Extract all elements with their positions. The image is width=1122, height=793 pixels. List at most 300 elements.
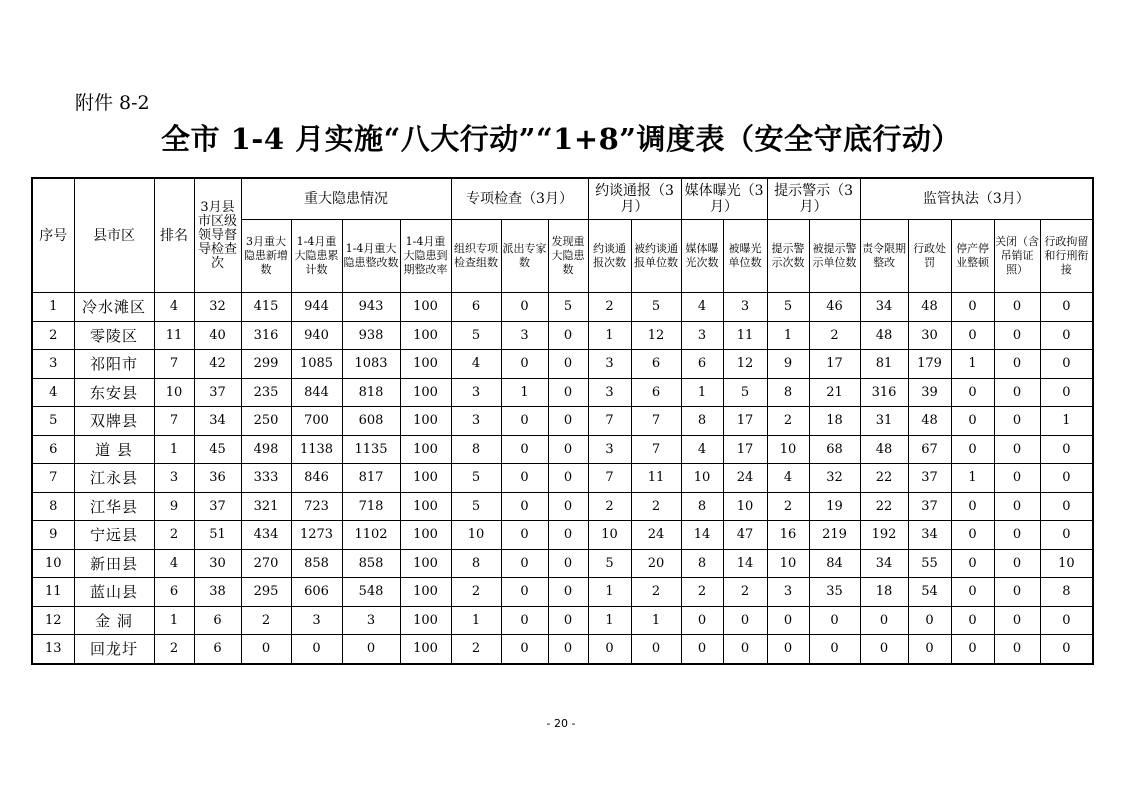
table-cell-wunits: 21 [809,378,860,407]
table-cell-seq: 8 [32,492,74,521]
table-cell-detain: 0 [1040,350,1093,379]
table-cell-groups: 5 [451,492,501,521]
table-cell-cum: 1273 [291,521,342,550]
table-cell-close: 0 [994,293,1040,322]
table-cell-cum: 1085 [291,350,342,379]
table-cell-munits: 0 [723,635,767,664]
county-name-cell: 新田县 [74,549,154,578]
header-media: 媒体曝光（3月） [681,178,767,220]
table-cell-rate: 100 [400,549,451,578]
table-cell-seq: 1 [32,293,74,322]
header-experts: 派出专家数 [501,220,548,293]
table-cell-cum: 846 [291,464,342,493]
table-cell-itimes: 10 [588,521,631,550]
table-cell-wunits: 18 [809,407,860,436]
table-cell-close: 0 [994,464,1040,493]
county-name-cell: 宁远县 [74,521,154,550]
table-cell-experts: 0 [501,549,548,578]
table-cell-mtimes: 10 [681,464,723,493]
table-cell-susp: 0 [951,407,994,436]
table-cell-rank: 11 [154,321,194,350]
table-cell-experts: 3 [501,321,548,350]
table-cell-penalty: 48 [908,293,951,322]
header-rank: 排名 [154,178,194,293]
document-title: 全市 1-4 月实施“八大行动”“1+8”调度表（安全守底行动） [161,122,961,156]
header-special-groups: 组织专项检查组数 [451,220,501,293]
table-cell-itimes: 7 [588,464,631,493]
table-cell-rank: 1 [154,606,194,635]
header-penalty: 行政处罚 [908,220,951,293]
table-cell-rate: 100 [400,378,451,407]
header-rectified: 1-4月重大隐患整改数 [342,220,400,293]
table-cell-susp: 0 [951,293,994,322]
table-cell-munits: 47 [723,521,767,550]
table-cell-groups: 8 [451,435,501,464]
table-cell-susp: 0 [951,578,994,607]
table-cell-wunits: 84 [809,549,860,578]
table-cell-wunits: 68 [809,435,860,464]
table-cell-mtimes: 4 [681,293,723,322]
table-cell-leader: 37 [194,492,241,521]
table-cell-found: 0 [548,578,588,607]
table-cell-order: 22 [860,464,908,493]
table-cell-mtimes: 8 [681,492,723,521]
table-cell-munits: 3 [723,293,767,322]
table-cell-rank: 4 [154,549,194,578]
table-cell-mtimes: 1 [681,378,723,407]
table-cell-leader: 38 [194,578,241,607]
table-cell-cum: 858 [291,549,342,578]
table-cell-seq: 2 [32,321,74,350]
table-cell-mtimes: 14 [681,521,723,550]
table-cell-leader: 30 [194,549,241,578]
table-cell-order: 316 [860,378,908,407]
table-cell-susp: 0 [951,521,994,550]
header-cumulative: 1-4月重大隐患累计数 [291,220,342,293]
table-cell-munits: 17 [723,407,767,436]
table-cell-wtimes: 1 [767,321,809,350]
table-cell-susp: 0 [951,435,994,464]
table-row [32,492,1093,521]
table-cell-susp: 1 [951,350,994,379]
table-cell-rank: 1 [154,435,194,464]
table-cell-wtimes: 10 [767,549,809,578]
table-cell-groups: 4 [451,350,501,379]
table-cell-rank: 6 [154,578,194,607]
table-cell-wunits: 17 [809,350,860,379]
header-interview: 约谈通报（3月） [588,178,681,220]
header-new-march: 3月重大隐患新增数 [241,220,291,293]
table-cell-leader: 34 [194,407,241,436]
header-seq: 序号 [32,178,74,293]
table-cell-rate: 100 [400,606,451,635]
table-cell-rank: 7 [154,350,194,379]
table-cell-new: 235 [241,378,291,407]
table-cell-leader: 40 [194,321,241,350]
table-cell-iunits: 7 [631,407,681,436]
table-cell-susp: 0 [951,549,994,578]
table-cell-cum: 700 [291,407,342,436]
table-cell-rect: 0 [342,635,400,664]
table-cell-wtimes: 10 [767,435,809,464]
table-cell-experts: 0 [501,293,548,322]
table-cell-itimes: 7 [588,407,631,436]
table-cell-order: 48 [860,321,908,350]
table-row [32,378,1093,407]
table-cell-found: 0 [548,635,588,664]
table-cell-susp: 1 [951,464,994,493]
table-cell-detain: 0 [1040,321,1093,350]
table-cell-found: 0 [548,378,588,407]
table-cell-order: 34 [860,293,908,322]
table-cell-detain: 8 [1040,578,1093,607]
table-cell-iunits: 7 [631,435,681,464]
table-cell-order: 0 [860,635,908,664]
table-cell-close: 0 [994,521,1040,550]
table-cell-munits: 0 [723,606,767,635]
table-cell-found: 0 [548,407,588,436]
table-cell-penalty: 0 [908,606,951,635]
table-cell-experts: 0 [501,407,548,436]
table-cell-new: 434 [241,521,291,550]
table-cell-leader: 32 [194,293,241,322]
table-cell-experts: 1 [501,378,548,407]
table-cell-wunits: 19 [809,492,860,521]
table-cell-iunits: 2 [631,578,681,607]
table-cell-close: 0 [994,492,1040,521]
table-cell-munits: 14 [723,549,767,578]
table-cell-order: 81 [860,350,908,379]
table-cell-new: 415 [241,293,291,322]
table-cell-itimes: 0 [588,635,631,664]
county-name-cell: 双牌县 [74,407,154,436]
county-name-cell: 江永县 [74,464,154,493]
table-cell-itimes: 1 [588,606,631,635]
table-cell-munits: 5 [723,378,767,407]
table-cell-seq: 3 [32,350,74,379]
table-cell-rect: 608 [342,407,400,436]
table-cell-rank: 4 [154,293,194,322]
table-cell-detain: 10 [1040,549,1093,578]
table-cell-rect: 3 [342,606,400,635]
header-warning: 提示警示（3月） [767,178,860,220]
table-row [32,350,1093,379]
table-cell-detain: 0 [1040,521,1093,550]
table-cell-leader: 37 [194,378,241,407]
table-cell-seq: 9 [32,521,74,550]
table-cell-detain: 0 [1040,435,1093,464]
table-cell-wtimes: 2 [767,492,809,521]
table-cell-iunits: 11 [631,464,681,493]
table-cell-leader: 6 [194,635,241,664]
table-cell-wtimes: 0 [767,635,809,664]
table-cell-itimes: 5 [588,549,631,578]
table-cell-cum: 944 [291,293,342,322]
table-cell-penalty: 54 [908,578,951,607]
table-cell-close: 0 [994,549,1040,578]
table-cell-new: 333 [241,464,291,493]
table-cell-found: 0 [548,464,588,493]
table-cell-experts: 0 [501,521,548,550]
table-cell-found: 0 [548,321,588,350]
table-cell-cum: 940 [291,321,342,350]
table-row [32,606,1093,635]
table-cell-wunits: 0 [809,635,860,664]
county-name-cell: 蓝山县 [74,578,154,607]
table-cell-new: 250 [241,407,291,436]
header-found-major: 发现重大隐患数 [548,220,588,293]
table-cell-new: 295 [241,578,291,607]
table-cell-susp: 0 [951,321,994,350]
county-name-cell: 祁阳市 [74,350,154,379]
table-cell-leader: 45 [194,435,241,464]
table-cell-rank: 3 [154,464,194,493]
table-cell-found: 0 [548,521,588,550]
table-cell-wunits: 32 [809,464,860,493]
table-cell-seq: 11 [32,578,74,607]
table-cell-close: 0 [994,407,1040,436]
header-due-rate: 1-4月重大隐患到期整改率 [400,220,451,293]
table-cell-iunits: 1 [631,606,681,635]
table-cell-iunits: 6 [631,378,681,407]
table-cell-groups: 5 [451,321,501,350]
table-cell-groups: 2 [451,578,501,607]
table-cell-close: 0 [994,378,1040,407]
table-cell-penalty: 0 [908,635,951,664]
table-cell-wtimes: 8 [767,378,809,407]
table-cell-wtimes: 16 [767,521,809,550]
table-cell-iunits: 5 [631,293,681,322]
table-cell-seq: 12 [32,606,74,635]
table-cell-penalty: 30 [908,321,951,350]
table-row [32,464,1093,493]
table-cell-iunits: 2 [631,492,681,521]
header-closure: 关闭（含吊销证照） [994,220,1040,293]
table-cell-new: 498 [241,435,291,464]
table-cell-iunits: 24 [631,521,681,550]
header-interviewed-units: 被约谈通报单位数 [631,220,681,293]
table-cell-groups: 8 [451,549,501,578]
table-cell-cum: 0 [291,635,342,664]
table-cell-wunits: 35 [809,578,860,607]
table-row [32,435,1093,464]
table-cell-itimes: 3 [588,350,631,379]
table-cell-itimes: 3 [588,378,631,407]
table-cell-detain: 0 [1040,492,1093,521]
table-cell-seq: 6 [32,435,74,464]
table-cell-rate: 100 [400,492,451,521]
table-cell-rate: 100 [400,635,451,664]
table-cell-cum: 606 [291,578,342,607]
header-warning-times: 提示警示次数 [767,220,809,293]
table-cell-order: 18 [860,578,908,607]
table-cell-close: 0 [994,606,1040,635]
table-cell-penalty: 55 [908,549,951,578]
table-cell-rank: 9 [154,492,194,521]
page-number: - 20 - [546,717,576,730]
table-cell-experts: 0 [501,606,548,635]
table-body [32,293,1093,664]
table-cell-munits: 17 [723,435,767,464]
table-cell-detain: 0 [1040,293,1093,322]
table-cell-found: 0 [548,492,588,521]
table-cell-found: 0 [548,549,588,578]
county-name-cell: 冷水滩区 [74,293,154,322]
table-cell-wtimes: 9 [767,350,809,379]
table-cell-leader: 51 [194,521,241,550]
table-cell-order: 0 [860,606,908,635]
table-cell-new: 2 [241,606,291,635]
table-cell-wtimes: 2 [767,407,809,436]
table-cell-rank: 2 [154,635,194,664]
table-cell-munits: 2 [723,578,767,607]
table-cell-order: 31 [860,407,908,436]
table-cell-experts: 0 [501,350,548,379]
table-cell-wtimes: 5 [767,293,809,322]
table-cell-wunits: 46 [809,293,860,322]
table-cell-seq: 10 [32,549,74,578]
header-warned-units: 被提示警示单位数 [809,220,860,293]
schedule-table [31,177,1094,665]
table-row [32,321,1093,350]
table-cell-groups: 5 [451,464,501,493]
table-cell-penalty: 39 [908,378,951,407]
table-cell-wtimes: 4 [767,464,809,493]
table-cell-mtimes: 0 [681,635,723,664]
table-cell-rate: 100 [400,464,451,493]
table-cell-rect: 1083 [342,350,400,379]
table-cell-order: 48 [860,435,908,464]
table-cell-susp: 0 [951,606,994,635]
table-cell-rect: 1135 [342,435,400,464]
table-cell-munits: 10 [723,492,767,521]
table-cell-rect: 943 [342,293,400,322]
table-cell-penalty: 37 [908,492,951,521]
table-cell-mtimes: 8 [681,407,723,436]
table-cell-itimes: 3 [588,435,631,464]
table-cell-rect: 817 [342,464,400,493]
county-name-cell: 零陵区 [74,321,154,350]
header-suspension: 停产停业整顿 [951,220,994,293]
table-cell-experts: 0 [501,435,548,464]
table-cell-iunits: 0 [631,635,681,664]
table-cell-found: 0 [548,435,588,464]
table-cell-rate: 100 [400,321,451,350]
table-cell-seq: 13 [32,635,74,664]
table-cell-new: 316 [241,321,291,350]
table-cell-close: 0 [994,635,1040,664]
table-cell-leader: 42 [194,350,241,379]
table-cell-wtimes: 0 [767,606,809,635]
county-name-cell: 道 县 [74,435,154,464]
header-detention: 行政拘留和行刑衔接 [1040,220,1093,293]
table-cell-penalty: 67 [908,435,951,464]
table-cell-groups: 1 [451,606,501,635]
table-cell-seq: 5 [32,407,74,436]
table-cell-detain: 0 [1040,464,1093,493]
table-cell-rate: 100 [400,521,451,550]
table-cell-groups: 10 [451,521,501,550]
table-cell-close: 0 [994,321,1040,350]
table-cell-itimes: 1 [588,321,631,350]
table-cell-rate: 100 [400,293,451,322]
table-cell-groups: 2 [451,635,501,664]
table-cell-penalty: 179 [908,350,951,379]
table-cell-leader: 36 [194,464,241,493]
county-name-cell: 回龙圩 [74,635,154,664]
table-cell-experts: 0 [501,492,548,521]
table-cell-iunits: 20 [631,549,681,578]
header-leader-checks: 3月县市区级领导督导检查次 [194,178,241,293]
table-cell-itimes: 2 [588,293,631,322]
table-cell-susp: 0 [951,492,994,521]
table-cell-mtimes: 2 [681,578,723,607]
table-cell-new: 0 [241,635,291,664]
table-cell-munits: 12 [723,350,767,379]
table-row [32,293,1093,322]
table-cell-mtimes: 3 [681,321,723,350]
table-cell-rate: 100 [400,350,451,379]
table-cell-cum: 723 [291,492,342,521]
table-cell-experts: 0 [501,635,548,664]
table-row [32,549,1093,578]
table-cell-munits: 11 [723,321,767,350]
table-cell-rate: 100 [400,407,451,436]
header-interview-times: 约谈通报次数 [588,220,631,293]
table-cell-penalty: 48 [908,407,951,436]
table-cell-seq: 7 [32,464,74,493]
table-cell-rect: 548 [342,578,400,607]
table-cell-penalty: 34 [908,521,951,550]
table-cell-experts: 0 [501,464,548,493]
header-exposed-units: 被曝光单位数 [723,220,767,293]
table-cell-iunits: 12 [631,321,681,350]
county-name-cell: 东安县 [74,378,154,407]
table-cell-wunits: 219 [809,521,860,550]
table-cell-cum: 844 [291,378,342,407]
header-enforcement: 监管执法（3月） [860,178,1093,220]
table-cell-found: 5 [548,293,588,322]
table-cell-rect: 718 [342,492,400,521]
table-row [32,635,1093,664]
table-cell-order: 22 [860,492,908,521]
table-cell-detain: 0 [1040,378,1093,407]
table-cell-rect: 818 [342,378,400,407]
header-special-inspection: 专项检查（3月） [451,178,588,220]
table-cell-groups: 3 [451,378,501,407]
table-cell-rect: 938 [342,321,400,350]
table-cell-cum: 3 [291,606,342,635]
table-cell-seq: 4 [32,378,74,407]
header-order-rectify: 责令限期整改 [860,220,908,293]
table-cell-rect: 858 [342,549,400,578]
table-cell-itimes: 1 [588,578,631,607]
table-cell-itimes: 2 [588,492,631,521]
table-cell-wtimes: 3 [767,578,809,607]
table-cell-rank: 10 [154,378,194,407]
table-cell-detain: 0 [1040,606,1093,635]
table-cell-iunits: 6 [631,350,681,379]
table-cell-groups: 3 [451,407,501,436]
table-cell-rate: 100 [400,578,451,607]
table-cell-found: 0 [548,606,588,635]
county-name-cell: 江华县 [74,492,154,521]
table-cell-close: 0 [994,350,1040,379]
table-cell-susp: 0 [951,378,994,407]
table-cell-mtimes: 8 [681,549,723,578]
table-cell-order: 192 [860,521,908,550]
table-cell-experts: 0 [501,578,548,607]
